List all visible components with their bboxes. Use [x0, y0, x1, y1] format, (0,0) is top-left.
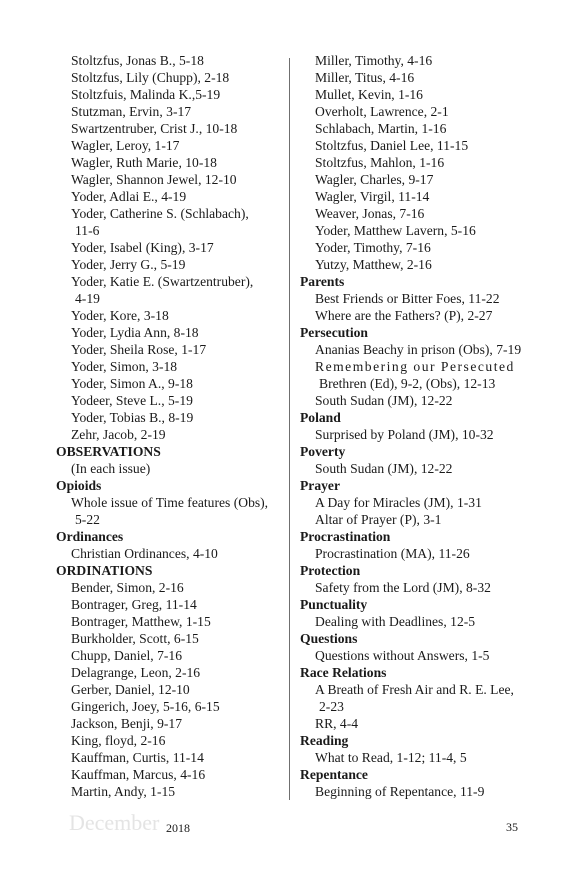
index-entry: Best Friends or Bitter Foes, 11-22 — [315, 291, 500, 306]
index-entry: Yoder, Simon A., 9-18 — [71, 376, 193, 391]
index-entry: Gingerich, Joey, 5-16, 6-15 — [71, 699, 220, 714]
index-heading: Race Relations — [300, 665, 387, 680]
index-entry: Bender, Simon, 2-16 — [71, 580, 184, 595]
index-entry: Yoder, Timothy, 7-16 — [315, 240, 431, 255]
index-entry: Yoder, Lydia Ann, 8-18 — [71, 325, 199, 340]
index-entry: Weaver, Jonas, 7-16 — [315, 206, 425, 221]
index-heading: Questions — [300, 631, 358, 646]
index-entry: Zehr, Jacob, 2-19 — [71, 427, 166, 442]
index-entry: Brethren (Ed), 9-2, (Obs), 12-13 — [319, 376, 496, 391]
index-heading: ORDINATIONS — [56, 563, 153, 578]
index-entry: Yodeer, Steve L., 5-19 — [71, 393, 193, 408]
index-entry: Stoltzfus, Lily (Chupp), 2-18 — [71, 70, 230, 85]
index-heading: Prayer — [300, 478, 340, 493]
index-entry: Wagler, Shannon Jewel, 12-10 — [71, 172, 237, 187]
index-entry: Swartzentruber, Crist J., 10-18 — [71, 121, 238, 136]
index-entry: Safety from the Lord (JM), 8-32 — [315, 580, 491, 595]
index-heading: Protection — [300, 563, 361, 578]
index-entry: Wagler, Ruth Marie, 10-18 — [71, 155, 217, 170]
index-entry: Ananias Beachy in prison (Obs), 7-19 — [315, 342, 522, 357]
index-entry: Schlabach, Martin, 1-16 — [315, 121, 447, 136]
index-entry: Remembering our Persecuted — [315, 359, 515, 374]
index-entry: Yoder, Jerry G., 5-19 — [71, 257, 186, 272]
index-entry: Stoltzfus, Mahlon, 1-16 — [315, 155, 445, 170]
index-entry: RR, 4-4 — [315, 716, 359, 731]
column-divider — [289, 58, 290, 800]
index-column-left — [56, 52, 278, 800]
index-entry: Yoder, Adlai E., 4-19 — [71, 189, 187, 204]
index-entry: Mullet, Kevin, 1-16 — [315, 87, 423, 102]
index-entry: Stoltzfuis, Malinda K.,5-19 — [71, 87, 221, 102]
index-entry: 2-23 — [319, 699, 344, 714]
index-entry: A Day for Miracles (JM), 1-31 — [315, 495, 482, 510]
index-entry: Kauffman, Marcus, 4-16 — [71, 767, 206, 782]
index-entry: Where are the Fathers? (P), 2-27 — [315, 308, 493, 323]
footer-year: 2018 — [166, 821, 190, 835]
index-entry: Wagler, Charles, 9-17 — [315, 172, 434, 187]
index-entry: 5-22 — [75, 512, 100, 527]
index-entry: Yoder, Katie E. (Swartzentruber), — [71, 274, 254, 289]
index-entry: 4-19 — [75, 291, 100, 306]
index-entry: What to Read, 1-12; 11-4, 5 — [315, 750, 467, 765]
index-entry: Yoder, Kore, 3-18 — [71, 308, 169, 323]
index-entry: Altar of Prayer (P), 3-1 — [315, 512, 442, 527]
index-entry: Surprised by Poland (JM), 10-32 — [315, 427, 494, 442]
index-entry: Kauffman, Curtis, 11-14 — [71, 750, 204, 765]
index-heading: Opioids — [56, 478, 102, 493]
index-entry: Whole issue of Time features (Obs), — [71, 495, 269, 510]
index-entry: Stutzman, Ervin, 3-17 — [71, 104, 192, 119]
index-entry: Wagler, Leroy, 1-17 — [71, 138, 180, 153]
index-heading: Repentance — [300, 767, 368, 782]
index-entry: Yoder, Sheila Rose, 1-17 — [71, 342, 207, 357]
index-entry: Questions without Answers, 1-5 — [315, 648, 490, 663]
index-heading: Persecution — [300, 325, 368, 340]
index-entry: (In each issue) — [71, 461, 151, 476]
index-entry: Bontrager, Greg, 11-14 — [71, 597, 197, 612]
index-entry: Chupp, Daniel, 7-16 — [71, 648, 183, 663]
index-entry: Gerber, Daniel, 12-10 — [71, 682, 190, 697]
index-entry: Burkholder, Scott, 6-15 — [71, 631, 199, 646]
index-entry: Yutzy, Matthew, 2-16 — [315, 257, 432, 272]
index-entry: 11-6 — [75, 223, 100, 238]
index-entry: Yoder, Catherine S. (Schlabach), — [71, 206, 249, 221]
index-heading: Procrastination — [300, 529, 391, 544]
index-entry: Beginning of Repentance, 11-9 — [315, 784, 485, 799]
index-entry: Yoder, Simon, 3-18 — [71, 359, 178, 374]
index-entry: A Breath of Fresh Air and R. E. Lee, — [315, 682, 514, 697]
index-entry: Stoltzfus, Daniel Lee, 11-15 — [315, 138, 469, 153]
index-entry: Jackson, Benji, 9-17 — [71, 716, 183, 731]
index-entry: Martin, Andy, 1-15 — [71, 784, 176, 799]
index-entry: Christian Ordinances, 4-10 — [71, 546, 218, 561]
index-heading: OBSERVATIONS — [56, 444, 161, 459]
index-entry: Yoder, Tobias B., 8-19 — [71, 410, 194, 425]
index-entry: Yoder, Isabel (King), 3-17 — [71, 240, 214, 255]
index-entry: South Sudan (JM), 12-22 — [315, 461, 453, 476]
index-column-right — [300, 52, 522, 800]
index-heading: Punctuality — [300, 597, 368, 612]
index-entry: Yoder, Matthew Lavern, 5-16 — [315, 223, 476, 238]
index-heading: Ordinances — [56, 529, 124, 544]
index-entry: King, floyd, 2-16 — [71, 733, 166, 748]
index-entry: Overholt, Lawrence, 2-1 — [315, 104, 449, 119]
index-heading: Poland — [300, 410, 341, 425]
index-entry: Bontrager, Matthew, 1-15 — [71, 614, 211, 629]
index-entry: Delagrange, Leon, 2-16 — [71, 665, 201, 680]
index-entry: South Sudan (JM), 12-22 — [315, 393, 453, 408]
index-heading: Poverty — [300, 444, 346, 459]
index-entry: Stoltzfus, Jonas B., 5-18 — [71, 53, 204, 68]
index-heading: Reading — [300, 733, 349, 748]
footer-month: December — [69, 810, 160, 835]
index-entry: Miller, Timothy, 4-16 — [315, 53, 433, 68]
page-number: 35 — [506, 820, 518, 834]
index-heading: Parents — [300, 274, 345, 289]
index-entry: Wagler, Virgil, 11-14 — [315, 189, 430, 204]
index-entry: Procrastination (MA), 11-26 — [315, 546, 470, 561]
index-entry: Dealing with Deadlines, 12-5 — [315, 614, 476, 629]
index-entry: Miller, Titus, 4-16 — [315, 70, 415, 85]
